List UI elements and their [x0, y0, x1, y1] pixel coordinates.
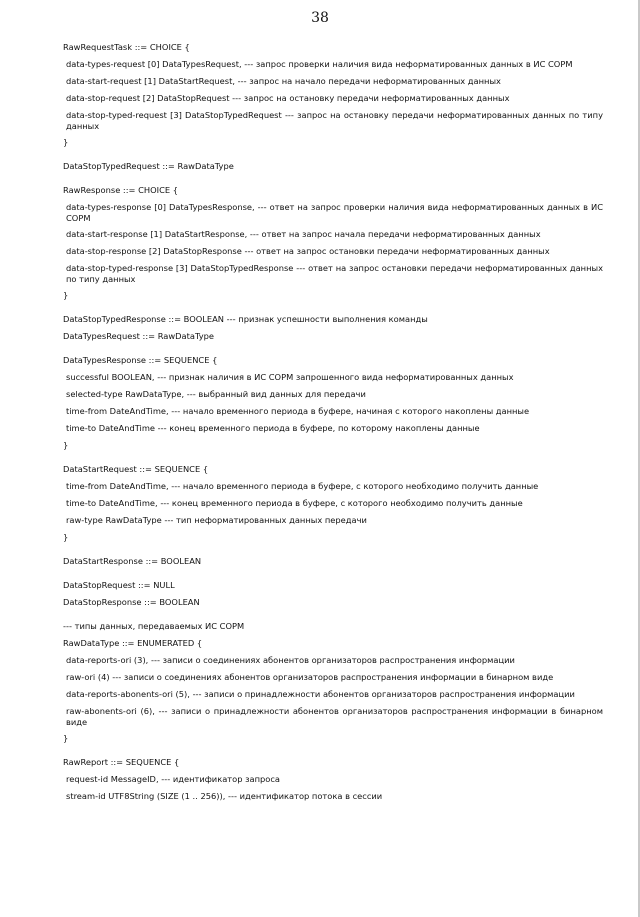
- block-gap: [63, 172, 603, 185]
- block-gap: [63, 451, 603, 464]
- text-line: time-to DateAndTime, --- конец временного периода в буфере, с которого необходимо получить данные: [66, 498, 523, 508]
- text-line: time-from DateAndTime, --- начало временного периода в буфере, с которого необходимо получить данные: [66, 481, 539, 491]
- text-line: DataTypesResponse ::= SEQUENCE {: [63, 355, 218, 365]
- block-gap: [63, 567, 603, 580]
- code-block: [63, 161, 603, 172]
- block-gap: [63, 744, 603, 757]
- text-line: DataStopTypedResponse ::= BOOLEAN --- признак успешности выполнения команды: [63, 314, 428, 324]
- text-line: data-reports-abonents-ori (5), --- записи о принадлежности абонентов организаторов распространения информации: [66, 689, 575, 699]
- code-block: [63, 556, 603, 567]
- text-line: DataStopTypedRequest ::= RawDataType: [63, 161, 234, 171]
- text-line: data-types-request [0] DataTypesRequest, --- запрос проверки наличия вида неформатированных данных в ИС СОРМ: [66, 59, 573, 69]
- text-line: raw-type RawDataType --- тип неформатированных данных передачи: [66, 515, 367, 525]
- page-number: 38: [311, 10, 329, 26]
- text-line: raw-abonents-ori (6), --- записи о принадлежности абонентов организаторов распространения информации в бинарном виде: [66, 706, 603, 727]
- text-line: }: [63, 137, 69, 147]
- text-line: data-stop-request [2] DataStopRequest --- запрос на остановку передачи неформатированных данных: [66, 93, 510, 103]
- text-line: data-start-request [1] DataStartRequest, --- запрос на начало передачи неформатированных данных: [66, 76, 501, 86]
- text-line: RawResponse ::= CHOICE {: [63, 185, 179, 195]
- code-block: [63, 621, 603, 744]
- text-line: --- типы данных, передаваемых ИС СОРМ: [63, 621, 245, 631]
- code-block: [63, 464, 603, 543]
- text-line: DataStopResponse ::= BOOLEAN: [63, 597, 200, 607]
- text-line: request-id MessageID, --- идентификатор запроса: [66, 774, 281, 784]
- text-line: RawDataType ::= ENUMERATED {: [63, 638, 203, 648]
- text-line: RawRequestTask ::= CHOICE {: [63, 42, 190, 52]
- text-line: data-stop-typed-response [3] DataStopTypedResponse --- ответ на запрос остановки передачи неформатированных данных по типу данных: [66, 263, 603, 284]
- block-gap: [63, 148, 603, 161]
- text-line: stream-id UTF8String (SIZE (1 .. 256)), --- идентификатор потока в сессии: [66, 791, 383, 801]
- text-line: time-to DateAndTime --- конец временного периода в буфере, по которому накоплены данные: [66, 423, 480, 433]
- text-line: }: [63, 290, 69, 300]
- text-line: }: [63, 440, 69, 450]
- text-line: data-start-response [1] DataStartResponse, --- ответ на запрос начала передачи неформатированных данных: [66, 229, 541, 239]
- code-block: [63, 355, 603, 451]
- block-gap: [63, 342, 603, 355]
- text-line: time-from DateAndTime, --- начало временного периода в буфере, начиная с которого накоплены данные: [66, 406, 530, 416]
- document-body: [63, 42, 603, 802]
- text-line: data-reports-ori (3), --- записи о соединениях абонентов организаторов распространения информации: [66, 655, 515, 665]
- text-line: DataStartRequest ::= SEQUENCE {: [63, 464, 209, 474]
- text-line: DataTypesRequest ::= RawDataType: [63, 331, 215, 341]
- block-gap: [63, 608, 603, 621]
- text-line: }: [63, 532, 69, 542]
- text-line: RawReport ::= SEQUENCE {: [63, 757, 180, 767]
- text-line: data-stop-response [2] DataStopResponse --- ответ на запрос остановки передачи неформатированных данных: [66, 246, 550, 256]
- text-line: data-types-response [0] DataTypesResponse, --- ответ на запрос проверки наличия вида неформатированных данных в ИС СОРМ: [66, 202, 603, 223]
- text-line: DataStartResponse ::= BOOLEAN: [63, 556, 202, 566]
- code-block: [63, 580, 603, 608]
- text-line: data-stop-typed-request [3] DataStopTypedRequest --- запрос на остановку передачи неформатированных данных по типу данных: [66, 110, 603, 131]
- block-gap: [63, 301, 603, 314]
- text-line: successful BOOLEAN, --- признак наличия в ИС СОРМ запрошенного вида неформатированных данных: [66, 372, 514, 382]
- code-block: [63, 757, 603, 802]
- code-block: [63, 42, 603, 148]
- text-line: raw-ori (4) --- записи о соединениях абонентов организаторов распространения информации в бинарном виде: [66, 672, 554, 682]
- text-line: DataStopRequest ::= NULL: [63, 580, 175, 590]
- code-block: [63, 185, 603, 301]
- block-gap: [63, 543, 603, 556]
- text-line: selected-type RawDataType, --- выбранный вид данных для передачи: [66, 389, 366, 399]
- text-line: }: [63, 733, 69, 743]
- code-block: [63, 314, 603, 342]
